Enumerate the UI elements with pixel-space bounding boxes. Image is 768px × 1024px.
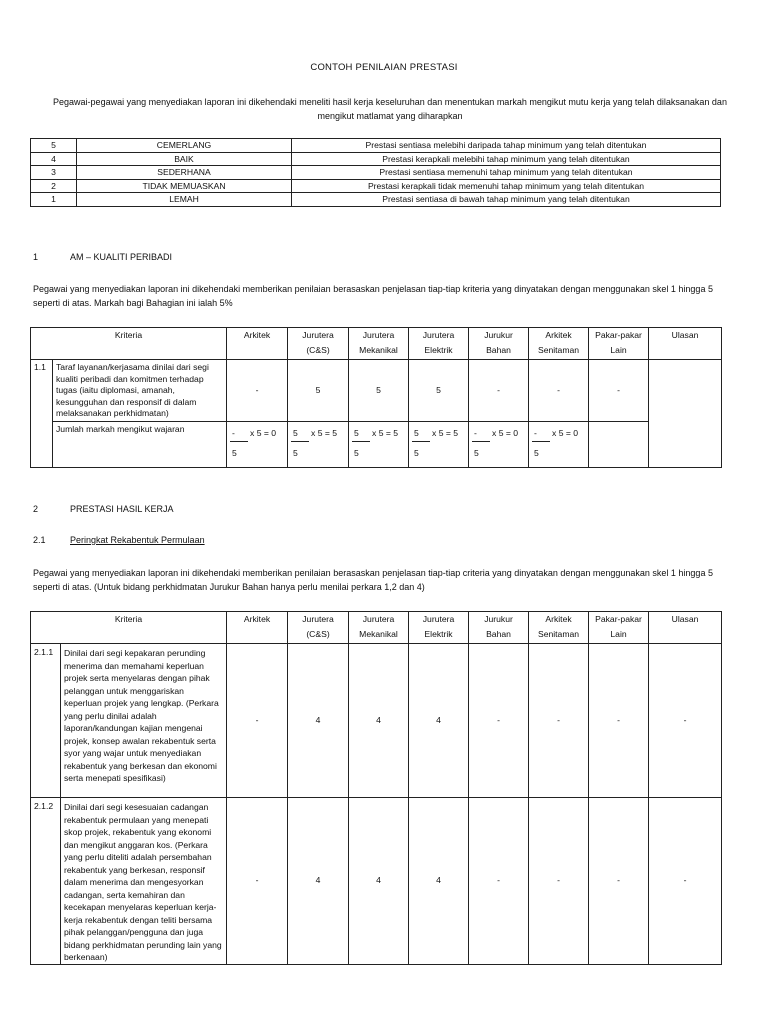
header-line: Mekanikal bbox=[359, 628, 398, 639]
score-arkitek: - bbox=[227, 360, 288, 422]
header-jurukur-bahan bbox=[469, 328, 529, 360]
score-jurutera-cs: 5 bbox=[288, 360, 349, 422]
score-ulasan: - bbox=[649, 798, 722, 965]
scale-score: 5 bbox=[31, 139, 77, 153]
table-row bbox=[31, 422, 722, 468]
scale-label: TIDAK MEMUASKAN bbox=[77, 179, 292, 193]
score-arkitek-senitaman: - bbox=[529, 798, 589, 965]
scale-score: 1 bbox=[31, 193, 77, 207]
fraction-line bbox=[291, 441, 309, 442]
scale-label: LEMAH bbox=[77, 193, 292, 207]
ulasan-cell bbox=[649, 360, 722, 468]
fraction-multiplier: x 5 = 0 bbox=[552, 428, 579, 438]
header-line: Pakar-pakar bbox=[595, 330, 642, 340]
header-ulasan: Ulasan bbox=[649, 328, 722, 360]
row-number: 2.1.2 bbox=[31, 798, 61, 965]
table-row bbox=[31, 644, 722, 798]
header-line: Senitaman bbox=[537, 344, 580, 355]
fraction-line bbox=[472, 441, 490, 442]
header-arkitek-senitaman bbox=[529, 328, 589, 360]
header-jurutera-elektrik bbox=[409, 328, 469, 360]
total-pakar-lain bbox=[589, 422, 649, 468]
section1-text: Pegawai yang menyediakan laporan ini dikehendaki memberikan penilaian berasaskan penjelasan tiap-tiap kriteria yang dinyatakan dengan menggunakan skel 1 hingga 5 seperti di atas. Markah bagi Bahagian ini ialah 5% bbox=[33, 284, 713, 308]
header-line: Elektrik bbox=[424, 628, 453, 639]
score-jurukur-bahan: - bbox=[469, 644, 529, 798]
section2-text: Pegawai yang menyediakan laporan ini dikehendaki memberikan penilaian berasaskan penjelasan tiap-tiap criteria yang dinyatakan dengan menggunakan skel 1 hingga 5 seperti di atas. (Untuk bidang perkhidmatan Jurukur Bahan hanya perlu menilai perkara 1,2 dan 4) bbox=[33, 568, 713, 592]
header-line: Jurutera bbox=[422, 330, 455, 340]
fraction-line bbox=[412, 441, 430, 442]
fraction-numerator: - bbox=[534, 428, 537, 438]
fraction-denominator: 5 bbox=[534, 448, 539, 458]
header-line: Lain bbox=[610, 344, 627, 355]
header-line: (C&S) bbox=[306, 344, 330, 355]
score-jurutera-cs: 4 bbox=[288, 644, 349, 798]
score-ulasan: - bbox=[649, 644, 722, 798]
header-line: Jurutera bbox=[362, 614, 395, 624]
header-jurutera-cs bbox=[288, 612, 349, 644]
fraction-denominator: 5 bbox=[414, 448, 419, 458]
scale-score: 2 bbox=[31, 179, 77, 193]
header-line: Bahan bbox=[486, 628, 511, 639]
score-jurutera-elektrik: 5 bbox=[409, 360, 469, 422]
criteria-table-1 bbox=[30, 327, 722, 468]
header-jurukur-bahan bbox=[469, 612, 529, 644]
scale-desc: Prestasi sentiasa memenuhi tahap minimum yang telah ditentukan bbox=[292, 166, 721, 180]
weighted-fraction bbox=[472, 426, 525, 462]
header-jurutera-mekanikal bbox=[349, 328, 409, 360]
header-arkitek-senitaman bbox=[529, 612, 589, 644]
total-jurukur-bahan bbox=[469, 422, 529, 468]
weighted-fraction bbox=[532, 426, 585, 462]
scale-label: SEDERHANA bbox=[77, 166, 292, 180]
header-line: Jurukur bbox=[484, 614, 513, 624]
table-row bbox=[31, 798, 722, 965]
fraction-line bbox=[532, 441, 550, 442]
section2-title: PRESTASI HASIL KERJA bbox=[70, 504, 174, 514]
fraction-numerator: - bbox=[232, 428, 235, 438]
weighted-fraction bbox=[352, 426, 405, 462]
score-jurutera-mekanikal: 4 bbox=[349, 798, 409, 965]
subsection-number: 2.1 bbox=[33, 535, 46, 545]
score-jurukur-bahan: - bbox=[469, 360, 529, 422]
fraction-line bbox=[230, 441, 248, 442]
scale-label: BAIK bbox=[77, 152, 292, 166]
fraction-numerator: 5 bbox=[293, 428, 298, 438]
scale-score: 4 bbox=[31, 152, 77, 166]
header-line: Jurutera bbox=[422, 614, 455, 624]
scale-desc: Prestasi kerapkali melebihi tahap minimum yang telah ditentukan bbox=[292, 152, 721, 166]
fraction-multiplier: x 5 = 0 bbox=[492, 428, 519, 438]
document-title: CONTOH PENILAIAN PRESTASI bbox=[310, 62, 458, 73]
score-pakar-lain: - bbox=[589, 644, 649, 798]
header-jurutera-elektrik bbox=[409, 612, 469, 644]
scale-row bbox=[31, 193, 721, 207]
total-arkitek bbox=[227, 422, 288, 468]
header-line: Jurutera bbox=[302, 330, 334, 340]
fraction-denominator: 5 bbox=[354, 448, 359, 458]
scale-score: 3 bbox=[31, 166, 77, 180]
header-line: Elektrik bbox=[424, 344, 453, 355]
fraction-multiplier: x 5 = 5 bbox=[372, 428, 399, 438]
total-label: Jumlah markah mengikut wajaran bbox=[53, 422, 227, 468]
score-jurutera-mekanikal: 5 bbox=[349, 360, 409, 422]
score-pakar-lain: - bbox=[589, 798, 649, 965]
header-line: Senitaman bbox=[537, 628, 580, 639]
header-row bbox=[31, 328, 722, 360]
header-line: Lain bbox=[610, 628, 627, 639]
header-line: Jurutera bbox=[302, 614, 334, 624]
header-arkitek: Arkitek bbox=[227, 612, 288, 644]
header-line: Jurutera bbox=[362, 330, 395, 340]
score-arkitek: - bbox=[227, 644, 288, 798]
header-line: Arkitek bbox=[545, 614, 572, 624]
fraction-line bbox=[352, 441, 370, 442]
weighted-fraction bbox=[291, 426, 345, 462]
header-line: Pakar-pakar bbox=[595, 614, 642, 624]
row-criteria-text: Dinilai dari segi kepakaran perunding menerima dan memahami keperluan projek serta menyelaras dengan pihak pelanggan untuk menggariskan keperluan projek yang lengkap. (Perkara yang perlu dinilai adalah laporan/kandungan kajian mengenai projek, konsep awalan rekabentuk serta syor yang wajar untuk menyediakan rekabentuk yang berkesan dan ekonomi serta menepati spesifikasi) bbox=[61, 644, 227, 798]
row-criteria-text: Dinilai dari segi kesesuaian cadangan rekabentuk permulaan yang menepati skop projek, rekabentuk yang ekonomi dan mengikut anggaran kos. (Perkara yang perlu diteliti adalah persembahan rekabentuk yang berkesan, responsif dalam menerima dan mengesyorkan cadangan, serta kemahiran dan kecekapan menyelaras keperluan kerja-kerja rekabentuk dengan teliti bersama pihak pelanggan/pengguna dan juga bidang perkhidmatan perunding lain yang berkenaan) bbox=[61, 798, 227, 965]
header-line: (C&S) bbox=[306, 628, 330, 639]
fraction-denominator: 5 bbox=[293, 448, 298, 458]
score-arkitek-senitaman: - bbox=[529, 644, 589, 798]
weighted-fraction bbox=[230, 426, 284, 462]
row-number: 2.1.1 bbox=[31, 644, 61, 798]
header-jurutera-cs bbox=[288, 328, 349, 360]
scale-desc: Prestasi sentiasa melebihi daripada tahap minimum yang telah ditentukan bbox=[292, 139, 721, 153]
fraction-multiplier: x 5 = 0 bbox=[250, 428, 277, 438]
header-line: Bahan bbox=[486, 344, 511, 355]
score-arkitek: - bbox=[227, 798, 288, 965]
scale-desc: Prestasi sentiasa di bawah tahap minimum yang telah ditentukan bbox=[292, 193, 721, 207]
section1-number: 1 bbox=[33, 252, 39, 262]
scale-row bbox=[31, 179, 721, 193]
header-row bbox=[31, 612, 722, 644]
fraction-denominator: 5 bbox=[232, 448, 237, 458]
section2-number: 2 bbox=[33, 504, 39, 514]
score-jurutera-mekanikal: 4 bbox=[349, 644, 409, 798]
score-jurutera-cs: 4 bbox=[288, 798, 349, 965]
scale-row bbox=[31, 152, 721, 166]
scale-row bbox=[31, 166, 721, 180]
fraction-multiplier: x 5 = 5 bbox=[311, 428, 338, 438]
header-arkitek: Arkitek bbox=[227, 328, 288, 360]
fraction-numerator: 5 bbox=[414, 428, 419, 438]
weighted-fraction bbox=[412, 426, 465, 462]
fraction-numerator: - bbox=[474, 428, 477, 438]
score-jurukur-bahan: - bbox=[469, 798, 529, 965]
total-jurutera-mekanikal bbox=[349, 422, 409, 468]
total-jurutera-elektrik bbox=[409, 422, 469, 468]
row-criteria-text: Taraf layanan/kerjasama dinilai dari segi kualiti peribadi dan komitmen terhadap tugas (iaitu diplomasi, amanah, kesungguhan dan responsif di dalam melaksanakan perkhidmatan) bbox=[53, 360, 227, 422]
fraction-numerator: 5 bbox=[354, 428, 359, 438]
row-number: 1.1 bbox=[31, 360, 53, 468]
header-kriteria: Kriteria bbox=[31, 328, 227, 360]
header-pakar-lain bbox=[589, 328, 649, 360]
fraction-multiplier: x 5 = 5 bbox=[432, 428, 459, 438]
header-line: Arkitek bbox=[545, 330, 572, 340]
score-jurutera-elektrik: 4 bbox=[409, 644, 469, 798]
fraction-denominator: 5 bbox=[474, 448, 479, 458]
header-kriteria: Kriteria bbox=[31, 612, 227, 644]
header-ulasan: Ulasan bbox=[649, 612, 722, 644]
header-pakar-lain bbox=[589, 612, 649, 644]
score-pakar-lain: - bbox=[589, 360, 649, 422]
criteria-table-2 bbox=[30, 611, 722, 965]
subsection-title: Peringkat Rekabentuk Permulaan bbox=[70, 535, 205, 545]
section1-title: AM – KUALITI PERIBADI bbox=[70, 252, 173, 262]
scale-row bbox=[31, 139, 721, 153]
total-arkitek-senitaman bbox=[529, 422, 589, 468]
intro-paragraph: Pegawai-pegawai yang menyediakan laporan ini dikehendaki meneliti hasil kerja keseluruhan dan menentukan markah mengikut mutu kerja yang telah dilaksanakan dan mengikut matlamat yang diharapkan bbox=[53, 97, 727, 121]
header-jurutera-mekanikal bbox=[349, 612, 409, 644]
header-line: Jurukur bbox=[484, 330, 513, 340]
rating-scale-table bbox=[30, 138, 721, 207]
score-jurutera-elektrik: 4 bbox=[409, 798, 469, 965]
table-row bbox=[31, 360, 722, 422]
scale-desc: Prestasi kerapkali tidak memenuhi tahap minimum yang telah ditentukan bbox=[292, 179, 721, 193]
scale-label: CEMERLANG bbox=[77, 139, 292, 153]
score-arkitek-senitaman: - bbox=[529, 360, 589, 422]
header-line: Mekanikal bbox=[359, 344, 398, 355]
total-jurutera-cs bbox=[288, 422, 349, 468]
